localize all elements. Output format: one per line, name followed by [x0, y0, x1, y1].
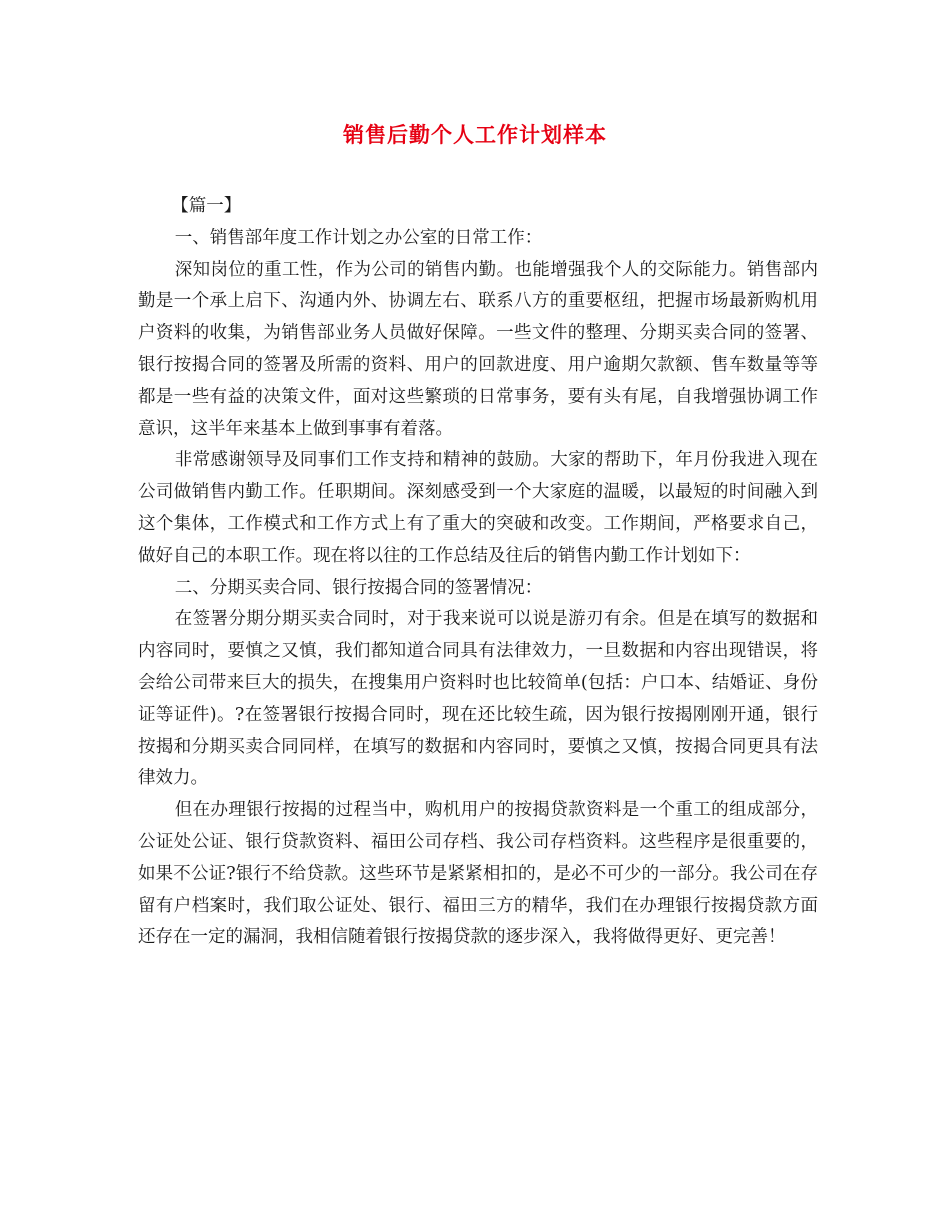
body-paragraph: 但在办理银行按揭的过程当中，购机用户的按揭贷款资料是一个重工的组成部分，公证处公证、银行贷款资料、福田公司存档、我公司存档资料。这些程序是很重要的，如果不公证?银行不给贷款。这些环节是紧紧相扣的，是必不可少的一部分。我公司在存留有户档案时，我们取公证处、银行、福田三方的精华，我们在办理银行按揭贷款方面还存在一定的漏洞，我相信随着银行按揭贷款的逐步深入，我将做得更好、更完善！	[138, 800, 818, 948]
section-heading: 二、分期买卖合同、银行按揭合同的签署情况：	[174, 577, 543, 598]
section-heading: 一、销售部年度工作计划之办公室的日常工作：	[174, 227, 543, 248]
body-paragraph: 非常感谢领导及同事们工作支持和精神的鼓励。大家的帮助下，年月份我进入现在公司做销售内勤工作。任职期间。深刻感受到一个大家庭的温暖，以最短的时间融入到这个集体，工作模式和工作方式上有了重大的突破和改变。工作期间，严格要求自己，做好自己的本职工作。现在将以往的工作总结及往后的销售内勤工作计划如下：	[138, 450, 818, 566]
body-paragraph: 深知岗位的重工性，作为公司的销售内勤。也能增强我个人的交际能力。销售部内勤是一个承上启下、沟通内外、协调左右、联系八方的重要枢纽，把握市场最新购机用户资料的收集，为销售部业务人员做好保障。一些文件的整理、分期买卖合同的签署、银行按揭合同的签署及所需的资料、用户的回款进度、用户逾期欠款额、售车数量等等都是一些有益的决策文件，面对这些繁琐的日常事务，要有头有尾，自我增强协调工作意识，这半年来基本上做到事事有着落。	[138, 259, 818, 439]
body-paragraph: 在签署分期分期买卖合同时，对于我来说可以说是游刃有余。但是在填写的数据和内容同时，要慎之又慎，我们都知道合同具有法律效力，一旦数据和内容出现错误，将会给公司带来巨大的损失，在搜集用户资料时也比较简单(包括：户口本、结婚证、身份证等证件)。?在签署银行按揭合同时，现在还比较生疏，因为银行按揭刚刚开通，银行按揭和分期买卖合同同样，在填写的数据和内容同时，要慎之又慎，按揭合同更具有法律效力。	[138, 609, 818, 789]
section-marker: 【篇一】	[171, 196, 242, 216]
document-body	[138, 191, 818, 954]
document-title: 销售后勤个人工作计划样本	[343, 122, 607, 147]
